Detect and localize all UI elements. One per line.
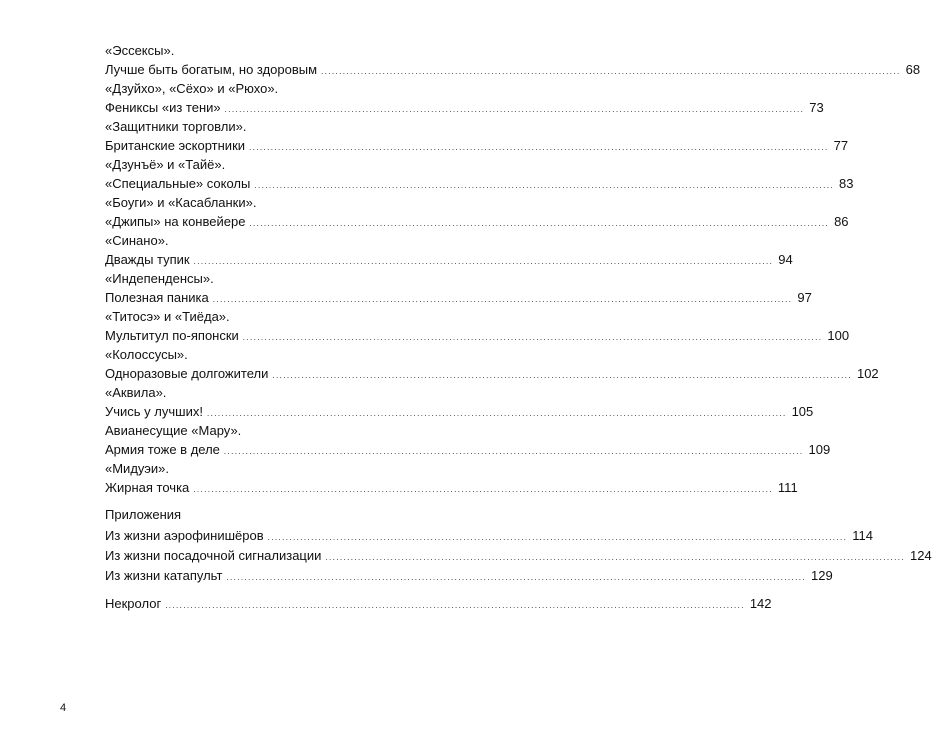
toc-entry-series: «Защитники торговли». — [105, 119, 247, 134]
toc-entry-page: 109 — [808, 442, 831, 457]
toc-entry-series: «Аквила». — [105, 385, 167, 400]
toc-entry-title: Жирная точка — [105, 480, 190, 495]
toc-entry-title: Армия тоже в деле — [105, 442, 220, 457]
dot-leader: ................................................................................................................................................................ — [267, 533, 848, 542]
toc-entry — [105, 459, 798, 497]
toc-entry-series: «Титосэ» и «Тиёда». — [105, 309, 230, 324]
toc-entry-page: 114 — [852, 528, 873, 543]
toc-entry — [105, 193, 849, 231]
toc-entry-page: 97 — [797, 290, 812, 305]
toc-entry-page: 73 — [809, 100, 824, 115]
toc-entry-series: «Колоссусы». — [105, 347, 188, 362]
dot-leader: ................................................................................................................................................................ — [224, 105, 805, 114]
dot-leader: ................................................................................................................................................................ — [325, 553, 906, 562]
toc-entry — [105, 269, 812, 307]
toc-entry-title: Некролог — [105, 596, 162, 611]
dot-leader: ................................................................................................................................................................ — [249, 143, 829, 152]
toc-entry-title: Фениксы «из тени» — [105, 100, 221, 115]
toc-entry — [105, 155, 854, 193]
toc-entry-page: 83 — [839, 176, 854, 191]
dot-leader: ................................................................................................................................................................ — [272, 371, 852, 380]
toc-entry-series: «Мидуэи». — [105, 461, 169, 476]
dot-leader: ................................................................................................................................................................ — [242, 333, 823, 342]
obituary-entry — [105, 594, 772, 613]
dot-leader: ................................................................................................................................................................ — [321, 67, 901, 76]
toc-entry — [105, 41, 921, 79]
toc-entry-series: «Дзуйхо», «Сёхо» и «Рюхо». — [105, 81, 279, 96]
toc-entry-title: Дважды тупик — [105, 252, 190, 267]
toc-entry-series: «Эссексы». — [105, 43, 175, 58]
dot-leader: ................................................................................................................................................................ — [165, 601, 745, 610]
toc-entry-title: Британские эскортники — [105, 138, 246, 153]
toc-entry-title: Из жизни аэрофинишёров — [105, 528, 264, 543]
dot-leader: ................................................................................................................................................................ — [249, 219, 830, 228]
dot-leader: ................................................................................................................................................................ — [193, 485, 773, 494]
toc-entry-series: «Индепенденсы». — [105, 271, 214, 286]
toc-entry-series: «Дзунъё» и «Тайё». — [105, 157, 226, 172]
toc-entry-title: «Специальные» соколы — [105, 176, 251, 191]
dot-leader: ................................................................................................................................................................ — [254, 181, 834, 190]
toc-entry-title: Полезная паника — [105, 290, 209, 305]
appendix-entry — [105, 566, 833, 585]
toc-entry-series: Авианесущие «Мару». — [105, 423, 242, 438]
toc-entry-page: 102 — [856, 366, 879, 381]
toc-entry-page: 68 — [905, 62, 921, 77]
toc-entry-page: 86 — [834, 214, 849, 229]
toc-entry-page: 124 — [910, 548, 932, 563]
toc-entry-page: 142 — [749, 596, 772, 611]
toc-entry-title: Мультитул по-японски — [105, 328, 239, 343]
toc-entry-series: «Синано». — [105, 233, 169, 248]
toc-entry — [105, 345, 879, 383]
page-number: 4 — [60, 702, 67, 714]
appendix-entry — [105, 526, 873, 545]
appendix-heading: Приложения — [105, 507, 182, 522]
toc-entry — [105, 231, 793, 269]
dot-leader: ................................................................................................................................................................ — [193, 257, 774, 266]
dot-leader: ................................................................................................................................................................ — [226, 573, 807, 582]
toc-entry-page: 129 — [811, 568, 833, 583]
toc-entry-page: 105 — [791, 404, 814, 419]
toc-entry-title: Одноразовые долгожители — [105, 366, 269, 381]
toc-entry — [105, 421, 831, 459]
toc-entry — [105, 307, 850, 345]
toc-entry-page: 111 — [777, 480, 798, 495]
toc-entry-title: Лучше быть богатым, но здоровым — [105, 62, 318, 77]
appendix-entry — [105, 546, 932, 565]
toc-entry-title: Из жизни катапульт — [105, 568, 223, 583]
toc-entry-title: Учись у лучших! — [105, 404, 203, 419]
toc-entry-page: 94 — [778, 252, 793, 267]
toc-entry-title: «Джипы» на конвейере — [105, 214, 246, 229]
toc-entry — [105, 383, 814, 421]
toc-entry — [105, 117, 849, 155]
toc-entry — [105, 79, 824, 117]
toc-entry-page: 77 — [833, 138, 849, 153]
toc-entry-page: 100 — [827, 328, 850, 343]
dot-leader: ................................................................................................................................................................ — [223, 447, 804, 456]
toc-entry-title: Из жизни посадочной сигнализации — [105, 548, 322, 563]
dot-leader: ................................................................................................................................................................ — [212, 295, 793, 304]
toc-entry-series: «Боуги» и «Касабланки». — [105, 195, 257, 210]
dot-leader: ................................................................................................................................................................ — [206, 409, 787, 418]
